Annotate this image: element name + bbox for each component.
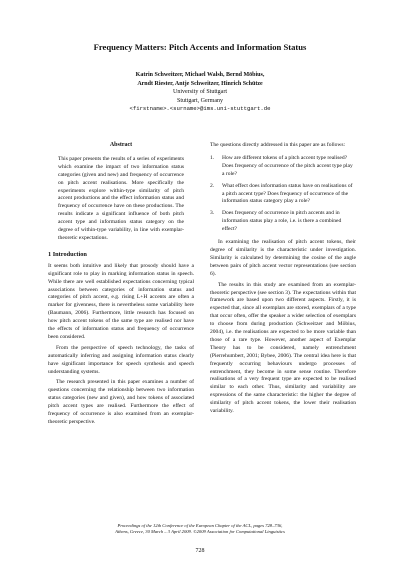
questions-lead: The questions directly addressed in this paper are as follows:: [210, 142, 346, 148]
question-text: Does frequency of occurrence in pitch accents and in information status play a role, i.e. is there a combined effect?: [222, 210, 342, 233]
intro-paragraph-1: It seems both intuitive and likely that prosody should have a significant role to play in marking information status in speech. While there are well established expectations concerning typical associations between categories of information status and categories of pitch accent, e.g. rising L+H accents are often a marker for givenness, there is nevertheless some variability here (Baumann, 2006). Furthermore, little research has focused on how pitch accent tokens of the same type are realised nor have the effects of information status and frequency of occurrence been considered.: [48, 262, 194, 340]
left-column: [48, 142, 194, 427]
intro-paragraph-3: The research presented in this paper examines a number of questions concerning the relationship between two information status categories (new and given), and how tokens of associated pitch accent types are realised. Furthermore the effect of frequency of occurrence is also examined from an exemplar-theoretic perspective.: [48, 379, 194, 425]
question-number: 1.: [210, 154, 215, 161]
question-text: What effect does information status have on realisations of a pitch accent type? Does frequency of occurrence of the information status category play a role?: [222, 182, 353, 205]
right-paragraph-1: In examining the realisation of pitch accent tokens, their degree of similarity is the characteristic under investigation. Similarity is calculated by determining the cosine of the angle between pairs of pitch accent vector representations (see section 6).: [210, 239, 356, 277]
author-names-line-2: Arndt Riester, Antje Schweitzer, Hinrich Schütze: [137, 80, 263, 87]
proceedings-footer: [0, 523, 400, 535]
author-email: <firstname>.<surname>@ims.uni-stuttgart.de: [129, 105, 271, 113]
question-list: [210, 155, 356, 234]
footer-line-1: Proceedings of the 12th Conference of the European Chapter of the ACL, pages 728–736,: [117, 523, 283, 528]
footer-line-2: Athens, Greece, 30 March – 3 April 2009. ©2009 Association for Computational Linguistics: [115, 529, 285, 535]
affiliation-university: University of Stuttgart: [173, 89, 227, 96]
author-block: [0, 71, 400, 114]
right-paragraph-2: The results in this study are examined from an exemplar-theoretic perspective (see section 3). The expectations within that framework are based upon two different aspects. Firstly, it is expected that, since all exemplars are stored, exemplars of a type that occur often, offer the speaker a wider selection of exemplars to choose from during production (Schweitzer and Möbius, 2004), i.e. the realisations are expected to be more variable than those of a rare type. However, another aspect of Exemplar Theory has to be considered, namely entrenchment (Pierrehumbert, 2001; Bybee, 2006). The central idea here is that frequently occurring behaviours undergo processes of entrenchment, they become in some sense routine. Therefore realisations of a very frequent type are expected to be realised similar to each other. Thus, similarity and variability are expressions of the same characteristic: the higher the degree of similarity of pitch accent tokens, the lower their realisation variability.: [210, 281, 356, 415]
right-column: [210, 142, 356, 416]
section-heading-introduction: 1 Introduction: [48, 250, 87, 258]
abstract-heading: Abstract: [109, 142, 133, 148]
question-number: 2.: [210, 182, 215, 189]
abstract-text: This paper presents the results of a series of experiments which examine the impact of two information status categories (given and new) and frequency of occurrence on pitch accent realisations. More specifically the experiments explore within-type similarity of pitch accent productions and the effect information status and frequency of occurrence have on these productions. The results indicate a significant influence of both pitch accent type and information status category on the degree of within-type variability, in line with exemplar-theoretic expectations.: [58, 155, 184, 241]
question-item: [210, 210, 356, 234]
question-item: [210, 155, 356, 179]
question-number: 3.: [210, 210, 215, 217]
affiliation-location: Stuttgart, Germany: [177, 97, 223, 104]
author-names-line-1: Katrin Schweitzer, Michael Walsh, Bernd Möbius,: [135, 72, 265, 78]
intro-paragraph-2: From the perspective of speech technology, the tasks of automatically inferring and assigning information status clearly have significant importance for speech synthesis and speech understanding systems.: [48, 344, 194, 375]
paper-title: Frequency Matters: Pitch Accents and Information Status: [93, 42, 307, 52]
question-text: How are different tokens of a pitch accent type realised? Does frequency of occurrence of the pitch accent type play a role?: [222, 154, 353, 177]
question-item: [210, 183, 356, 207]
page-number: 728: [195, 548, 205, 554]
